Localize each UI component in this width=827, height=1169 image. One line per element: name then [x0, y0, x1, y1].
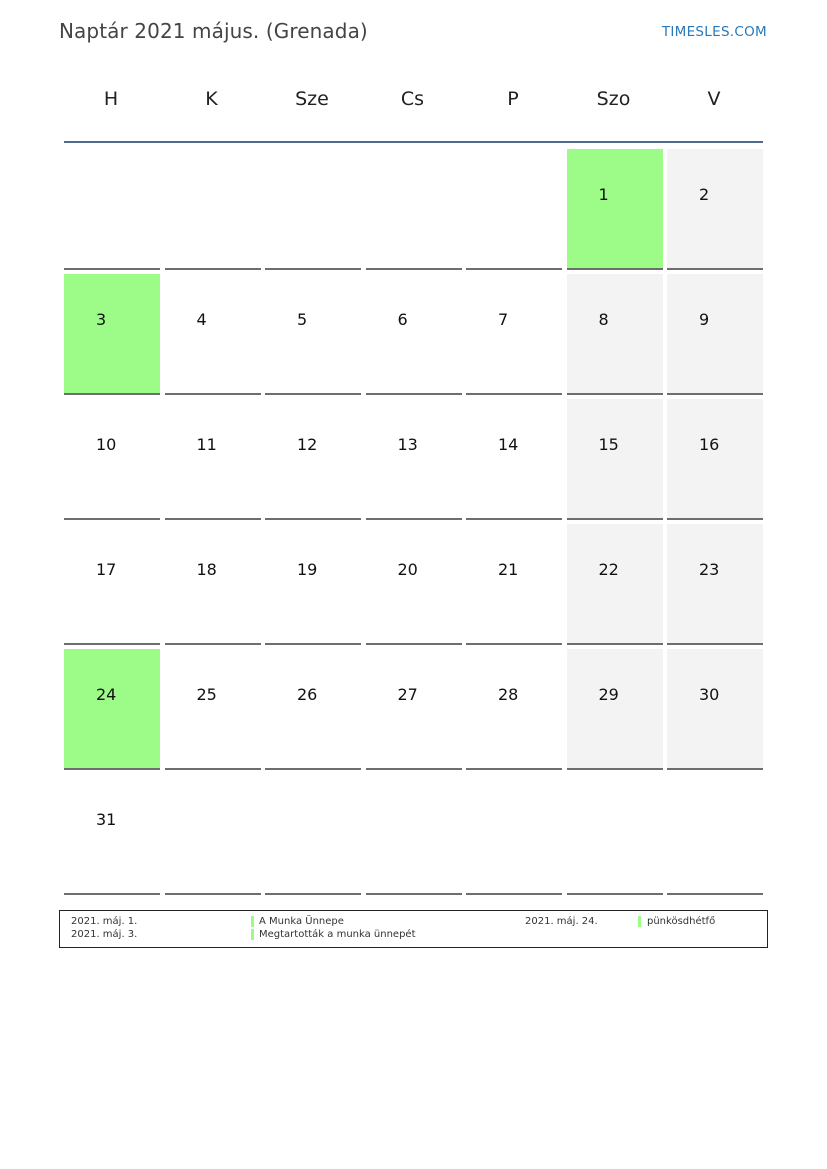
day-cell [265, 399, 361, 520]
day-number: 27 [397, 685, 418, 704]
day-number: 19 [297, 560, 318, 579]
day-number: 30 [699, 685, 720, 704]
day-number: 3 [96, 310, 107, 329]
day-number: 9 [699, 310, 710, 329]
empty-day-cell [265, 774, 361, 895]
empty-day-cell [667, 774, 763, 895]
day-number: 31 [96, 810, 117, 829]
day-cell [165, 274, 261, 395]
empty-day-cell [64, 149, 160, 270]
day-number: 16 [699, 435, 720, 454]
day-number: 10 [96, 435, 117, 454]
day-cell [567, 274, 663, 395]
empty-day-cell [165, 774, 261, 895]
day-number: 11 [196, 435, 217, 454]
day-number: 7 [498, 310, 509, 329]
page-title: Naptár 2021 május. (Grenada) [59, 19, 368, 43]
day-number: 14 [498, 435, 519, 454]
day-number: 23 [699, 560, 720, 579]
day-number: 1 [598, 185, 609, 204]
holiday-color-marker [638, 916, 641, 927]
holiday-date: 2021. máj. 1. [71, 916, 138, 927]
empty-day-cell [366, 774, 462, 895]
holiday-name: pünkösdhétfő [647, 916, 716, 927]
empty-day-cell [466, 774, 562, 895]
holiday-name: Megtartották a munka ünnepét [259, 929, 416, 940]
day-number: 5 [297, 310, 308, 329]
day-cell [567, 524, 663, 645]
day-cell [165, 649, 261, 770]
holiday-name: A Munka Ünnepe [259, 916, 344, 927]
day-cell [366, 649, 462, 770]
day-cell [667, 149, 763, 270]
day-number: 20 [397, 560, 418, 579]
holiday-date: 2021. máj. 24. [525, 916, 598, 927]
day-number: 8 [598, 310, 609, 329]
day-number: 25 [196, 685, 217, 704]
day-cell [667, 274, 763, 395]
day-cell [165, 399, 261, 520]
day-cell [64, 524, 160, 645]
day-cell [64, 774, 160, 895]
day-number: 17 [96, 560, 117, 579]
day-number: 12 [297, 435, 318, 454]
weekday-label: Szo [596, 88, 631, 110]
day-number: 18 [196, 560, 217, 579]
day-number: 15 [598, 435, 619, 454]
day-cell [667, 524, 763, 645]
holiday-color-marker [251, 916, 254, 927]
weekday-label: Sze [295, 88, 329, 110]
weekday-label: K [205, 88, 218, 110]
weekday-label: H [103, 88, 119, 110]
day-cell-holiday [64, 274, 160, 395]
day-cell [466, 524, 562, 645]
day-number: 29 [598, 685, 619, 704]
day-cell [567, 399, 663, 520]
day-cell [366, 524, 462, 645]
day-number: 6 [397, 310, 408, 329]
day-number: 24 [96, 685, 117, 704]
day-cell [466, 274, 562, 395]
day-cell-holiday [64, 649, 160, 770]
day-number: 28 [498, 685, 519, 704]
day-cell [265, 524, 361, 645]
empty-day-cell [567, 774, 663, 895]
day-cell [265, 274, 361, 395]
day-cell [466, 649, 562, 770]
day-cell [667, 399, 763, 520]
weekday-label: V [707, 88, 721, 110]
holiday-date: 2021. máj. 3. [71, 929, 138, 940]
day-cell [667, 649, 763, 770]
day-cell [165, 524, 261, 645]
brand-link[interactable]: TIMESLES.COM [661, 24, 767, 40]
empty-day-cell [466, 149, 562, 270]
holiday-color-marker [251, 929, 254, 940]
day-number: 21 [498, 560, 519, 579]
day-cell-holiday [567, 149, 663, 270]
empty-day-cell [165, 149, 261, 270]
empty-day-cell [366, 149, 462, 270]
day-number: 13 [397, 435, 418, 454]
holiday-legend [59, 910, 768, 948]
day-cell [366, 274, 462, 395]
day-cell [265, 649, 361, 770]
day-number: 2 [699, 185, 710, 204]
weekday-label: P [507, 88, 519, 110]
weekday-label: Cs [400, 88, 425, 110]
day-cell [64, 399, 160, 520]
day-number: 22 [598, 560, 619, 579]
day-cell [567, 649, 663, 770]
day-cell [366, 399, 462, 520]
day-number: 26 [297, 685, 318, 704]
day-cell [466, 399, 562, 520]
empty-day-cell [265, 149, 361, 270]
day-number: 4 [196, 310, 207, 329]
